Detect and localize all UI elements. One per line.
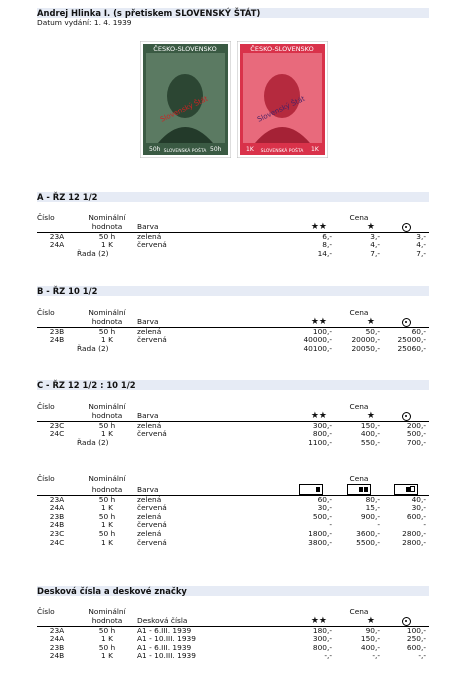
table-row: 23C 50 h zelená 1800,- 3600,- 2800,- [49,528,426,538]
table-row: 23B 50 h A1 - 6.III. 1939 800,- 400,- 600,- [49,642,426,652]
plates-table: Číslo Nominální Cena hodnota Desková čísla ★★ ★ 23A 50 h A1 - 6.III. 1939 180,- 90,- 100,- 24A 1 K A1 - 10.III. 1939 300,- 150,- 250,- 23B 50 h A1 - 6.III. 1939 800,- 400,- 600,- 24B 1 K A1 - 10.III. 1939 -,- -,- -,- [37,608,429,661]
col-barva: Barva [137,223,287,233]
table-row: 23B 50 h zelená 500,- 900,- 600,- [49,511,426,521]
circle-dot-icon [402,223,411,232]
circle-dot-icon [402,318,411,327]
two-stars-icon: ★★ [287,223,335,233]
table-row: 24A 1 K červená 8,- 4,- 4,- [49,240,426,250]
section-b-title: B - ŘZ 10 1/2 [37,286,429,296]
table-row: 24B 1 K A1 - 10.III. 1939 -,- -,- -,- [49,651,426,661]
col-nominal: Nominální [88,213,126,222]
two-stars-icon: ★★ [287,412,335,422]
table-row: 24A 1 K červená 30,- 15,- 30,- [49,503,426,513]
col-cena: Cena [349,213,369,222]
table-row: 23C 50 h zelená 300,- 150,- 200,- [49,420,426,430]
blocks-table: Číslo Nominální Cena hodnota Barva 23A 50 h zelená 60,- 80,- 40,- 24A 1 K červená 30,- 15,- 30,- 23B 50 h zelená 500,- 900,- 600,- 24B 1 K červená - - - 23C 50 h zelená 1800,- 3600,- 2800,- 24C 1 K červená 3800,- 5500,- 2800,- [37,475,429,547]
stamp-overprint-text: Slovenský Štát [256,94,307,124]
page-title: Andrej Hlinka I. (s přetiskem SLOVENSKÝ ŠTÁT) [37,8,429,18]
stamp-country-text: ČESKO-SLOVENSKO [153,45,217,53]
star-icon: ★ [335,412,383,422]
col-cislo: Číslo [37,213,55,222]
section-c-title: C - ŘZ 12 1/2 : 10 1/2 [37,380,429,390]
two-stars-icon: ★★ [287,318,335,328]
star-icon: ★ [335,223,383,233]
pair-block-icon [347,484,371,495]
table-row: 24A 1 K A1 - 10.III. 1939 300,- 150,- 250,- [49,634,426,644]
section-c-table: Číslo Nominální Cena hodnota Barva ★★ ★ 23C 50 h zelená 300,- 150,- 200,- 24C 1 K červená 800,- 400,- 500,- Řada (2) 1100,- 550,- 700,- [37,403,429,447]
table-row: 24B 1 K červená 40000,- 20000,- 25000,- [49,335,426,345]
mixed-block-icon [394,484,418,495]
circle-dot-icon [402,617,411,626]
col-hodnota: hodnota [77,223,137,233]
table-row: 24C 1 K červená 3800,- 5500,- 2800,- [49,537,426,547]
table-row: 23A 50 h zelená 6,- 3,- 3,- [49,231,426,241]
stamp-50h-image [140,41,231,158]
total-row: Řada (2) 40100,- 20050,- 25060,- [77,343,426,353]
two-stars-icon: ★★ [287,617,335,627]
table-row: 24B 1 K červená - - - [49,520,426,530]
circle-dot-icon [402,412,411,421]
section-a-title: A - ŘZ 12 1/2 [37,192,429,202]
section-a-table [37,214,429,258]
issue-date: Datum vydání: 1. 4. 1939 [37,18,132,27]
table-row: 23B 50 h zelená 100,- 50,- 60,- [49,326,426,336]
section-b-table: Číslo Nominální Cena hodnota Barva ★★ ★ 23B 50 h zelená 100,- 50,- 60,- 24B 1 K červená 40000,- 20000,- 25000,- Řada (2) 40100,- 20050,- 25060,- [37,309,429,353]
stamp-overprint-text: Slovenský Štát [159,94,210,124]
star-icon: ★ [335,617,383,627]
stamp-value-right: 50h [210,146,222,153]
table-row: 23A 50 h A1 - 6.III. 1939 180,- 90,- 100,- [49,625,426,635]
total-row: Řada (2) 14,- 7,- 7,- [77,248,426,258]
table-row: 23A 50 h zelená 60,- 80,- 40,- [49,494,426,504]
stamp-value-right: 1K [311,146,319,153]
section-plates-title: Desková čísla a deskové značky [37,586,429,596]
stamp-1k-image [237,41,328,158]
stamp-bottom-text: SLOVENSKÁ POŠTA [260,149,304,154]
stamp-value-left: 50h [149,146,161,153]
stamp-country-text: ČESKO-SLOVENSKO [250,45,314,53]
stamp-value-left: 1K [246,146,254,153]
stamp-bottom-text: SLOVENSKÁ POŠTA [163,149,207,154]
total-row: Řada (2) 1100,- 550,- 700,- [77,437,426,447]
star-icon: ★ [335,318,383,328]
single-block-icon [299,484,323,495]
table-row: 24C 1 K červená 800,- 400,- 500,- [49,429,426,439]
